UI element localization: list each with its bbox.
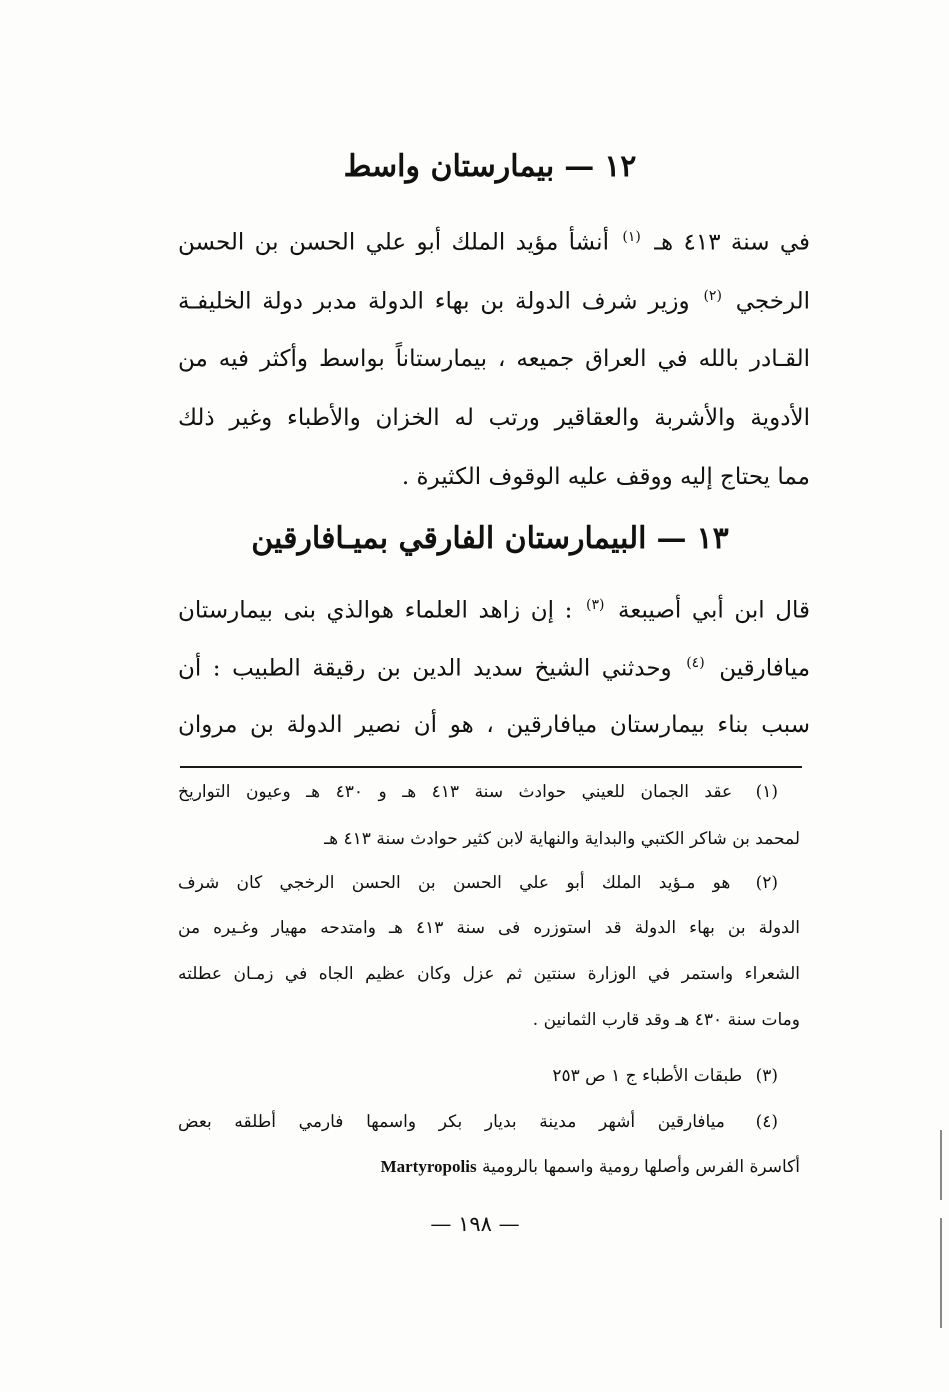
scan-edge-mark (940, 1130, 942, 1200)
footnote-text: الشعراء واستمر في الوزارة سنتين ثم عزل وكان عظيم الجاه في زمـان عطلته (178, 964, 800, 984)
footnote-text: هو مـؤيد الملك أبو علي الحسن بن الحسن الرخجي كان شرف (178, 873, 731, 893)
footnote-line (178, 1012, 800, 1029)
heading-dash: — (564, 149, 595, 184)
text-run: وحدثني الشيخ سديد الدين بن رقيقة الطبيب : أن (178, 655, 672, 682)
footnote-line (178, 1068, 800, 1085)
section-title: بيمارستان واسط (343, 149, 555, 184)
footnote-text: طبقات الأطباء ج ١ ص ٢٥٣ (552, 1066, 743, 1086)
heading-dash: — (656, 521, 687, 556)
section-number: ١٣ (696, 521, 729, 556)
footnote-line (178, 875, 800, 892)
section-heading-12 (170, 149, 810, 184)
footnote-separator (180, 766, 802, 768)
footnote-line (178, 1158, 800, 1176)
footnote-text: عقد الجمان للعيني حوادث سنة ٤١٣ هـ و ٤٣٠ هـ وعيون التواريخ (178, 782, 733, 802)
body-line (178, 656, 810, 681)
text-run: أنشأ مؤيد الملك أبو علي الحسن بن الحسن (178, 229, 609, 256)
text-run: الرخجي (735, 288, 811, 315)
footnote-line (178, 1114, 800, 1131)
footnote-line (178, 920, 800, 937)
body-line (178, 407, 810, 430)
footnote-marker: (٣) (755, 1066, 778, 1086)
section-number: ١٢ (604, 149, 637, 184)
footnote-text: ومات سنة ٤٣٠ هـ وقد قارب الثمانين . (532, 1010, 800, 1030)
body-line (178, 598, 810, 623)
footnote-ref: (٤) (686, 655, 705, 671)
footnote-text: الدولة بن بهاء الدولة قد استوزره فى سنة ٤١٣ هـ وامتدحه مهيار وغـيره من (178, 918, 801, 938)
body-line (178, 466, 810, 489)
text-run: وزير شرف الدولة بن بهاء الدولة مدبر دولة الخليفـة (178, 288, 690, 315)
page-number: — ١٩٨ — (430, 1212, 520, 1236)
body-line (178, 714, 810, 737)
section-title: البيمارستان الفارقي بميـافارقين (251, 521, 647, 556)
latin-term: Martyropolis (380, 1157, 477, 1176)
text-run: سبب بناء بيمارستان ميافارقين ، هو أن نصير الدولة بن مروان (178, 712, 810, 738)
footnote-marker: (٤) (755, 1112, 778, 1132)
footnote-text: ميافارقين أشهر مدينة بديار بكر واسمها فارمي أطلقه بعض (178, 1112, 725, 1132)
scan-edge-mark (940, 1218, 942, 1328)
text-run: مما يحتاج إليه ووقف عليه الوقوف الكثيرة . (401, 464, 810, 490)
text-run: الأدوية والأشربة والعقاقير ورتب له الخزان والأطباء وغير ذلك (178, 405, 810, 431)
text-run: ميافارقين (719, 655, 811, 682)
text-run: : إن زاهد العلماء هوالذي بنى بيمارستان (178, 597, 573, 624)
footnote-ref: (١) (622, 229, 641, 245)
body-line (178, 289, 810, 314)
text-run: في سنة ٤١٣ هـ (654, 229, 811, 256)
section-heading-13 (170, 521, 810, 556)
footnote-marker: (٢) (755, 873, 779, 893)
text-run: القـادر بالله في العراق جميعه ، بيمارستاناً بواسط وأكثر فيه من (178, 346, 810, 372)
footnote-line (178, 831, 800, 848)
body-line (178, 230, 810, 255)
footnote-ref: (٢) (703, 288, 722, 304)
footnote-ref: (٣) (585, 597, 605, 613)
footnote-text: أكاسرة الفرس وأصلها رومية واسمها بالرومية (481, 1157, 800, 1177)
body-line (178, 348, 810, 371)
footnote-text: لمحمد بن شاكر الكتبي والبداية والنهاية لابن كثير حوادث سنة ٤١٣ هـ (324, 829, 800, 849)
footnote-marker: (١) (755, 782, 779, 802)
footnote-line (178, 966, 800, 983)
footnote-line (178, 784, 800, 801)
text-run: قال ابن أبي أصيبعة (618, 597, 811, 624)
